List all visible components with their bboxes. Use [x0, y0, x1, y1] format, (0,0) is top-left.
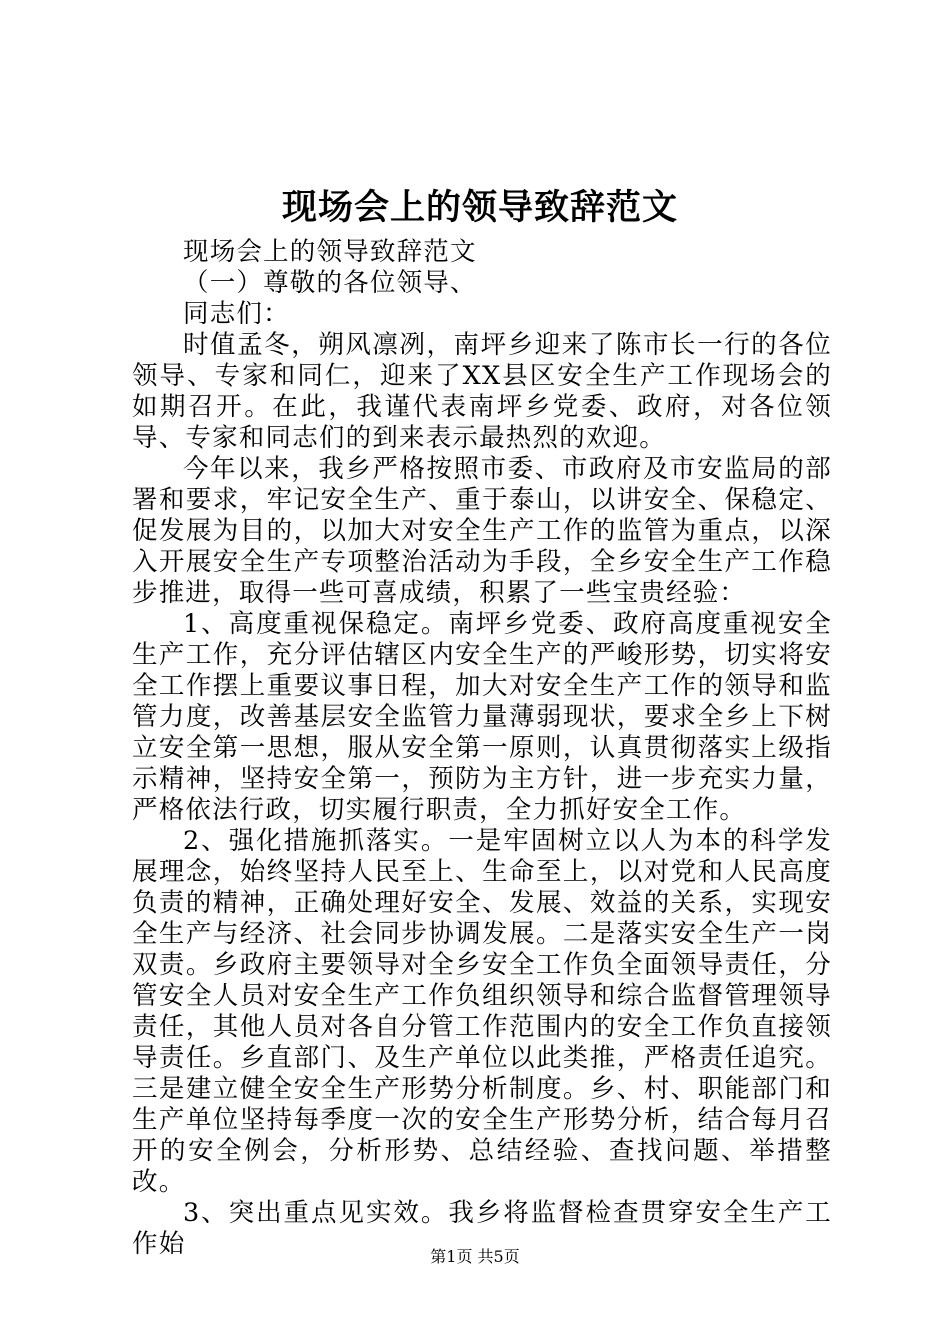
paragraph-point-2: 2、强化措施抓落实。一是牢固树立以人为本的科学发展理念，始终坚持人民至上、生命至上，以对党和人民高度负责的精神，正确处理好安全、发展、效益的关系，实现安全生产与经济、社会同步协调发展。二是落实安全生产一岗双责。乡政府主要领导对全乡安全工作负全面领导责任，分管安全人员对安全生产工作负组织领导和综合监督管理领导责任，其他人员对各自分管工作范围内的安全工作负直接领导责任。乡直部门、及生产单位以此类推，严格责任追究。三是建立健全安全生产形势分析制度。乡、村、职能部门和生产单位坚持每季度一次的安全生产形势分析，结合每月召开的安全例会，分析形势、总结经验、查找问题、举措整改。 — [132, 826, 832, 1197]
paragraph-welcome: 时值孟冬，朔风凛冽，南坪乡迎来了陈市长一行的各位领导、专家和同仁，迎来了XX县区安全生产工作现场会的如期召开。在此，我谨代表南坪乡党委、政府，对各位领导、专家和同志们的到来表示最热烈的欢迎。 — [132, 330, 832, 453]
paragraph-overview: 今年以来，我乡严格按照市委、市政府及市安监局的部署和要求，牢记安全生产、重于泰山，以讲安全、保稳定、促发展为目的，以加大对安全生产工作的监管为重点，以深入开展安全生产专项整治活动为手段，全乡安全生产工作稳步推进，取得一些可喜成绩，积累了一些宝贵经验： — [132, 454, 832, 608]
paragraph-subtitle: 现场会上的领导致辞范文 — [183, 237, 477, 267]
paragraph-point-1: 1、高度重视保稳定。南坪乡党委、政府高度重视安全生产工作，充分评估辖区内安全生产的严峻形势，切实将安全工作摆上重要议事日程，加大对安全生产工作的领导和监管力度，改善基层安全监管力量薄弱现状，要求全乡上下树立安全第一思想，服从安全第一原则，认真贯彻落实上级指示精神，坚持安全第一，预防为主方针，进一步充实力量，严格依法行政，切实履行职责，全力抓好安全工作。 — [132, 609, 832, 825]
page-number-footer: 第1页 共5页 — [430, 1247, 520, 1266]
paragraph-point-3: 3、突出重点见实效。我乡将监督检查贯穿安全生产工作始 — [132, 1198, 832, 1259]
paragraph-salutation-1: （一）尊敬的各位领导、 — [183, 268, 477, 298]
page-title: 现场会上的领导致辞范文 — [281, 187, 678, 228]
paragraph-salutation-2: 同志们： — [183, 299, 290, 329]
document-body — [132, 237, 832, 1260]
